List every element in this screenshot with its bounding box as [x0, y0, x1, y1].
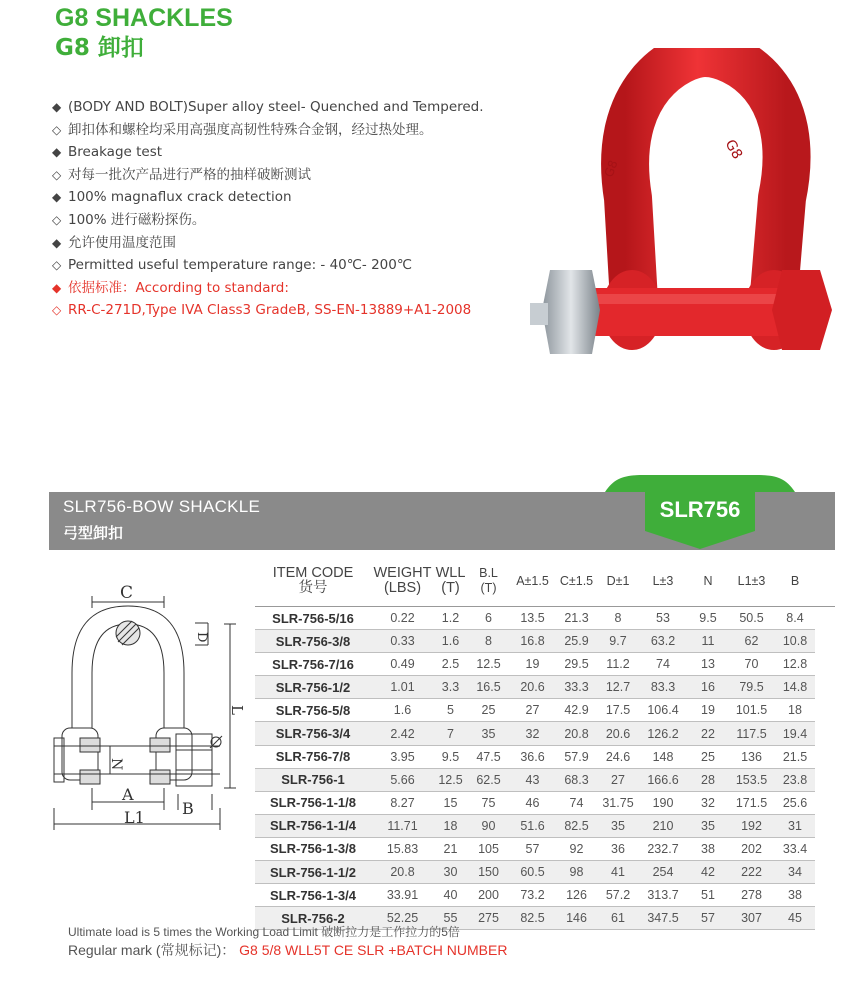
table-cell: 42.9	[564, 703, 589, 718]
table-cell: 19.4	[775, 722, 815, 745]
table-cell: 57	[688, 907, 728, 930]
table-cell: 22	[688, 722, 728, 745]
table-row	[255, 722, 815, 745]
feature-item	[52, 164, 484, 187]
spec-table	[255, 555, 815, 930]
dim-label-n: N	[108, 758, 124, 771]
column-header	[510, 555, 555, 607]
table-cell: 50.5	[739, 611, 764, 626]
table-cell: 12.5	[476, 657, 501, 672]
table-cell: 61	[598, 907, 638, 930]
table-cell: 21.5	[782, 749, 808, 764]
table-cell: 51	[701, 888, 715, 903]
table-cell: 0.22	[390, 611, 415, 626]
column-header	[255, 555, 371, 607]
feature-text: 卸扣体和螺栓均采用高强度高韧性特殊合金钢，经过热处理。	[68, 121, 433, 138]
table-row	[255, 861, 815, 884]
table-cell: 40	[443, 888, 458, 903]
table-cell: 14.8	[775, 676, 815, 699]
table-row	[255, 653, 815, 676]
table-cell: 1.2	[441, 611, 460, 626]
column-header	[638, 555, 688, 607]
table-cell: 33.91	[386, 888, 419, 903]
table-cell: 45	[775, 907, 815, 930]
table-cell: 20.8	[555, 722, 598, 745]
column-header-main: ITEM CODE	[272, 565, 354, 581]
table-cell: 55	[434, 907, 467, 930]
feature-list	[52, 96, 484, 322]
table-cell: 15	[443, 795, 458, 810]
table-cell: 117.5	[728, 722, 775, 745]
diamond-outline-icon: ◇	[52, 258, 62, 273]
ultimate-load-note: Ultimate load is 5 times the Working Load Limit 破断拉力是工作拉力的5倍	[68, 925, 460, 939]
table-cell: 13.5	[520, 611, 545, 626]
table-cell: 36.6	[520, 749, 545, 764]
table-cell: 126	[566, 888, 587, 903]
table-cell: 12.8	[782, 657, 808, 672]
table-row	[255, 791, 815, 814]
table-cell: 19	[701, 703, 715, 718]
column-header-main: WLL	[435, 565, 466, 581]
table-cell: 11.2	[606, 657, 630, 672]
table-cell: 51.6	[510, 814, 555, 837]
feature-text: 依据标准：According to standard:	[68, 279, 289, 296]
table-cell: 21	[443, 841, 458, 856]
column-header-main: C±1.5	[559, 573, 594, 588]
table-cell: 153.5	[728, 768, 775, 791]
table-cell: 232.7	[647, 841, 679, 856]
table-cell: 32	[510, 722, 555, 745]
column-header	[555, 555, 598, 607]
table-cell: 27	[525, 703, 540, 718]
table-cell: 278	[741, 888, 762, 903]
table-cell: 16	[688, 676, 728, 699]
table-cell: 29.5	[564, 657, 589, 672]
table-cell: 73.2	[520, 888, 545, 903]
nut	[542, 270, 600, 354]
shackle-photo	[520, 48, 836, 393]
table-cell: 43	[510, 768, 555, 791]
table-cell: 25.9	[555, 630, 598, 653]
feature-item	[52, 209, 484, 232]
table-cell: 20.6	[598, 722, 638, 745]
diamond-filled-icon: ◆	[52, 280, 62, 295]
item-code-cell: SLR-756-1-1/4	[255, 814, 371, 837]
column-header-main: B.L	[479, 566, 498, 580]
table-cell: 192	[728, 814, 775, 837]
table-cell: 70	[744, 657, 759, 672]
table-row	[255, 676, 815, 699]
table-cell: 190	[652, 795, 674, 810]
feature-text: Permitted useful temperature range: - 40℃- 200℃	[68, 257, 413, 274]
table-row	[255, 745, 815, 768]
table-cell: 83.3	[638, 676, 688, 699]
table-cell: 38	[701, 841, 715, 856]
table-cell: 11	[688, 630, 728, 653]
table-cell: 10.8	[775, 630, 815, 653]
page-subtitle: G8 卸扣	[55, 35, 144, 61]
table-cell: 8	[614, 611, 622, 626]
column-header-main: B	[790, 573, 800, 588]
table-cell: 21.3	[564, 611, 589, 626]
table-cell: 98	[555, 861, 598, 884]
table-body	[255, 607, 815, 930]
table-cell: 146	[555, 907, 598, 930]
table-cell: 20.6	[510, 676, 555, 699]
item-code-cell: SLR-756-7/8	[275, 749, 351, 765]
table-cell: 23.8	[775, 768, 815, 791]
table-cell: 28	[688, 768, 728, 791]
item-code-cell: SLR-756-7/16	[272, 656, 354, 672]
table-cell: 52.25	[371, 907, 434, 930]
table-cell: 210	[638, 814, 688, 837]
table-cell: 8.27	[390, 795, 415, 810]
table-row	[255, 607, 815, 630]
table-cell: 1.6	[393, 703, 412, 718]
table-cell: 74	[569, 795, 584, 810]
table-cell: 9.7	[598, 630, 638, 653]
table-cell: 57.9	[564, 749, 589, 764]
diamond-filled-icon: ◆	[52, 145, 62, 160]
item-code-cell: SLR-756-1-1/8	[270, 795, 356, 811]
table-cell: 47.5	[476, 749, 501, 764]
feature-item	[52, 96, 484, 119]
shackle-marking: G8	[721, 137, 746, 163]
diamond-outline-icon: ◇	[52, 303, 62, 318]
regular-mark-label: Regular mark (常规标记)：	[68, 942, 236, 958]
table-cell: 46	[525, 795, 540, 810]
table-cell: 74	[656, 657, 670, 672]
feature-text: Breakage test	[68, 144, 163, 161]
table-cell: 0.49	[390, 657, 415, 672]
table-cell: 2.42	[371, 722, 434, 745]
feature-item	[52, 232, 484, 255]
diamond-filled-icon: ◆	[52, 235, 62, 250]
table-cell: 166.6	[638, 768, 688, 791]
cotter-pin	[530, 303, 548, 325]
table-cell: 171.5	[735, 795, 768, 810]
table-cell: 25	[701, 749, 715, 764]
table-cell: 11.71	[371, 814, 434, 837]
feature-item	[52, 254, 484, 277]
diamond-outline-icon: ◇	[52, 167, 62, 182]
dim-label-l: L	[228, 705, 246, 715]
table-row	[255, 837, 815, 860]
table-cell: 60.5	[510, 861, 555, 884]
feature-text: 对每一批次产品进行严格的抽样破断测试	[68, 166, 311, 183]
model-tab-label: SLR756	[659, 497, 741, 522]
table-cell: 313.7	[647, 888, 679, 903]
table-cell: 17.5	[605, 703, 631, 718]
table-cell: 13	[701, 657, 715, 672]
feature-item	[52, 141, 484, 164]
feature-text: 100% magnaflux crack detection	[68, 189, 292, 206]
dim-label-a: A	[122, 785, 134, 804]
item-code-cell: SLR-756-1	[255, 768, 371, 791]
table-cell: 8	[467, 630, 510, 653]
table-row	[255, 814, 815, 837]
table-cell: 0.33	[371, 630, 434, 653]
item-code-cell: SLR-756-1/2	[255, 676, 371, 699]
table-cell: 7	[434, 722, 467, 745]
table-cell: 18	[434, 814, 467, 837]
page-title: G8 SHACKLES	[55, 4, 233, 32]
diamond-filled-icon: ◆	[52, 100, 62, 114]
table-cell: 20.8	[371, 861, 434, 884]
table-cell: 5.66	[371, 768, 434, 791]
feature-item	[52, 119, 484, 142]
table-cell: 12.7	[598, 676, 638, 699]
table-cell: 3.95	[390, 749, 415, 764]
item-code-cell: SLR-756-1-3/4	[270, 887, 356, 903]
table-cell: 1.6	[434, 630, 467, 653]
table-cell: 126.2	[638, 722, 688, 745]
item-code-cell: SLR-756-3/4	[255, 722, 371, 745]
table-cell: 106.4	[647, 703, 679, 718]
item-code-cell: SLR-756-3/8	[255, 630, 371, 653]
table-cell: 307	[728, 907, 775, 930]
column-header-sub: (T)	[441, 580, 460, 596]
table-row	[255, 699, 815, 722]
feature-text: 允许使用温度范围	[68, 234, 176, 251]
column-header	[688, 555, 728, 607]
regular-mark-note	[68, 940, 507, 960]
item-code-cell: SLR-756-1-3/8	[270, 841, 356, 857]
column-header-sub: 货号	[298, 580, 328, 596]
table-cell: 63.2	[638, 630, 688, 653]
column-header-sub: (T)	[480, 581, 497, 595]
table-header-row	[255, 555, 815, 607]
table-cell: 105	[478, 841, 499, 856]
table-cell: 6	[485, 611, 492, 626]
table-cell: 254	[638, 861, 688, 884]
table-cell: 57	[525, 841, 540, 856]
table-cell: 92	[569, 841, 584, 856]
table-cell: 30	[434, 861, 467, 884]
feature-item	[52, 277, 484, 300]
table-cell: 90	[467, 814, 510, 837]
table-cell: 222	[728, 861, 775, 884]
column-header-main: L±3	[652, 573, 674, 588]
diamond-outline-icon: ◇	[52, 212, 62, 227]
table-cell: 19	[525, 657, 540, 672]
table-cell: 32	[701, 795, 715, 810]
table-cell: 82.5	[510, 907, 555, 930]
table-cell: 15.83	[386, 841, 419, 856]
table-cell: 9.5	[699, 611, 717, 626]
column-header	[598, 555, 638, 607]
dim-label-c: C	[120, 583, 134, 603]
regular-mark-value: G8 5/8 WLL5T CE SLR +BATCH NUMBER	[239, 942, 508, 958]
item-code-cell: SLR-756-5/8	[275, 702, 351, 718]
table-cell: 5	[447, 703, 454, 718]
table-row	[255, 768, 815, 791]
column-header-main: D±1	[606, 573, 630, 588]
shackle-diagram	[50, 578, 250, 843]
table-cell: 148	[652, 749, 674, 764]
diamond-outline-icon: ◇	[52, 122, 62, 137]
table-cell: 57.2	[605, 888, 631, 903]
diamond-filled-icon: ◆	[52, 190, 62, 205]
dim-label-l1: L1	[124, 808, 145, 827]
column-header-main: N	[703, 573, 713, 588]
table-cell: 9.5	[441, 749, 460, 764]
table-cell: 347.5	[638, 907, 688, 930]
table-cell: 16.8	[510, 630, 555, 653]
table-cell: 12.5	[434, 768, 467, 791]
feature-text: (BODY AND BOLT)Super alloy steel- Quenched and Tempered.	[68, 99, 484, 115]
column-header	[371, 555, 434, 607]
table-cell: 34	[775, 861, 815, 884]
table-cell: 35	[598, 814, 638, 837]
table-cell: 35	[688, 814, 728, 837]
feature-text: 100% 进行磁粉探伤。	[68, 211, 206, 228]
table-cell: 2.5	[441, 657, 460, 672]
table-cell: 31	[775, 814, 815, 837]
column-header-sub: (LBS)	[383, 580, 422, 596]
dim-label-d: D	[194, 632, 209, 643]
section-subtitle: 弓型卸扣	[63, 524, 124, 542]
table-cell: 25.6	[782, 795, 808, 810]
table-cell: 3.3	[434, 676, 467, 699]
table-cell: 41	[598, 861, 638, 884]
column-header	[434, 555, 467, 607]
item-code-cell: SLR-756-5/16	[272, 610, 354, 626]
table-cell: 8.4	[786, 611, 804, 626]
bolt-head	[772, 270, 832, 350]
shackle-marking-side: G8	[601, 158, 621, 180]
section-title: SLR756-BOW SHACKLE	[63, 497, 261, 516]
item-code-cell: SLR-756-2	[255, 907, 371, 930]
table-cell: 68.3	[555, 768, 598, 791]
table-cell: 101.5	[735, 703, 768, 718]
model-tab	[605, 475, 795, 551]
table-row	[255, 884, 815, 907]
table-cell: 53	[656, 611, 670, 626]
column-header	[467, 555, 510, 607]
table-cell: 200	[478, 888, 499, 903]
table-cell: 33.4	[782, 841, 808, 856]
table-cell: 27	[598, 768, 638, 791]
table-cell: 35	[467, 722, 510, 745]
table-row	[255, 630, 815, 653]
table-cell: 42	[688, 861, 728, 884]
table-cell: 36	[611, 841, 625, 856]
feature-item	[52, 299, 484, 322]
table-cell: 33.3	[555, 676, 598, 699]
table-cell: 24.6	[605, 749, 631, 764]
column-header	[728, 555, 775, 607]
item-code-cell: SLR-756-1-1/2	[255, 861, 371, 884]
table-cell: 62	[728, 630, 775, 653]
table-cell: 1.01	[371, 676, 434, 699]
table-cell: 136	[741, 749, 762, 764]
table-cell: 31.75	[602, 795, 634, 810]
feature-text: RR-C-271D,Type IVA Class3 GradeB, SS-EN-13889+A1-2008	[68, 302, 472, 319]
table-cell: 18	[788, 703, 802, 718]
table-cell: 25	[481, 703, 496, 718]
column-header	[775, 555, 815, 607]
table-cell: 62.5	[467, 768, 510, 791]
table-cell: 82.5	[555, 814, 598, 837]
column-header-main: L1±3	[737, 573, 766, 588]
table-cell: 202	[741, 841, 762, 856]
table-cell: 275	[467, 907, 510, 930]
table-cell: 150	[467, 861, 510, 884]
table-cell: 38	[788, 888, 802, 903]
dim-label-b: B	[182, 799, 194, 818]
table-cell: 75	[481, 795, 496, 810]
feature-item	[52, 186, 484, 209]
column-header-main: WEIGHT	[373, 565, 432, 581]
table-cell: 16.5	[467, 676, 510, 699]
column-header-main: A±1.5	[516, 573, 549, 588]
table-cell: 79.5	[728, 676, 775, 699]
